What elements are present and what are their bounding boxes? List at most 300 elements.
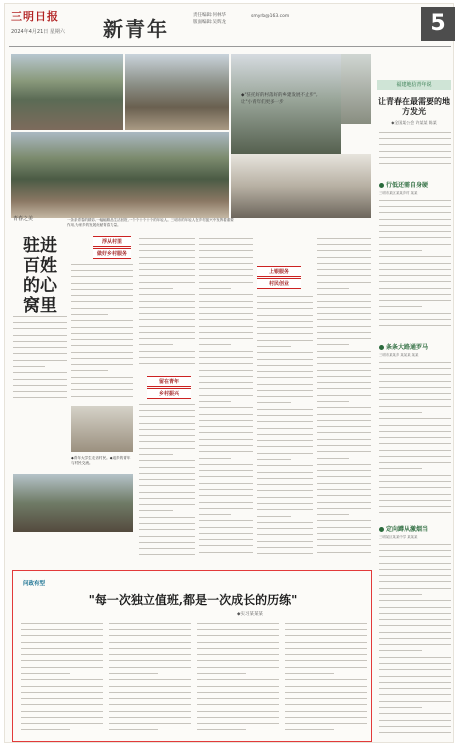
text-line (197, 679, 279, 684)
text-line (199, 432, 253, 437)
text-line (379, 368, 451, 373)
text-line (139, 404, 195, 409)
text-line (21, 692, 103, 697)
text-line (139, 282, 195, 287)
text-line (139, 238, 195, 243)
text-line (13, 391, 67, 396)
text-line (199, 288, 231, 293)
text-line (257, 547, 313, 552)
text-line (199, 351, 253, 356)
text-line (13, 347, 67, 352)
text-line (139, 448, 195, 453)
text-line (379, 418, 451, 423)
text-line (139, 485, 195, 490)
text-line (21, 629, 103, 634)
text-line (257, 352, 313, 357)
text-line (317, 313, 371, 318)
text-line (379, 575, 451, 580)
bullet-icon (379, 527, 384, 532)
text-line (199, 483, 253, 488)
text-line (139, 244, 195, 249)
text-line (379, 300, 451, 305)
text-line (317, 502, 371, 507)
text-line (379, 625, 451, 630)
text-line (285, 629, 367, 634)
text-line (257, 315, 313, 320)
text-line (139, 510, 173, 515)
text-line (317, 307, 371, 312)
text-line (379, 682, 451, 687)
text-line (317, 257, 371, 262)
text-line (257, 409, 313, 414)
text-line (257, 333, 313, 338)
text-line (21, 667, 103, 672)
text-line (139, 250, 195, 255)
text-line (317, 275, 371, 280)
text-line (109, 642, 191, 647)
text-line (257, 365, 313, 370)
text-line (199, 508, 253, 513)
text-line (317, 395, 371, 400)
text-line (257, 478, 313, 483)
photo-caption: 青春之美 (13, 216, 34, 222)
subhead-4: 乡村振兴 (147, 388, 191, 399)
text-line (379, 607, 451, 612)
text-line (257, 396, 313, 401)
text-line (379, 475, 451, 480)
text-line (199, 533, 253, 538)
text-line (139, 529, 195, 534)
text-line (317, 470, 371, 475)
text-line (139, 344, 173, 349)
text-line (317, 382, 371, 387)
article-column-3 (197, 621, 279, 737)
text-line (379, 676, 451, 681)
text-line (285, 729, 334, 734)
text-line (317, 451, 371, 456)
text-line (317, 483, 371, 488)
text-line (109, 711, 191, 716)
text-line (197, 686, 279, 691)
text-line (379, 381, 451, 386)
text-line (139, 332, 195, 337)
text-line (139, 269, 195, 274)
text-line (197, 648, 279, 653)
text-line (71, 283, 133, 288)
text-line (317, 288, 349, 293)
text-line (257, 359, 313, 364)
text-line (379, 319, 451, 324)
text-line (379, 306, 422, 311)
text-line (139, 313, 195, 318)
text-line (257, 459, 291, 464)
text-line (71, 289, 133, 294)
text-line (379, 437, 451, 442)
text-line (199, 294, 253, 299)
text-line (379, 494, 451, 499)
text-line (199, 451, 253, 456)
sidebar-item-title: 定向蹲从激烟当 (379, 524, 451, 533)
text-line (199, 395, 253, 400)
text-line (197, 673, 246, 678)
sidebar-author: ◆全国某公会 许某某 陈某 (391, 120, 437, 125)
text-line (379, 613, 451, 618)
text-line (257, 484, 313, 489)
text-line (257, 428, 313, 433)
text-line (139, 357, 195, 362)
text-line (199, 257, 253, 262)
text-line (139, 473, 195, 478)
village-photo-4 (341, 54, 371, 124)
bullet-icon (379, 345, 384, 350)
text-line (199, 520, 253, 525)
text-line (109, 629, 191, 634)
article-title: "每一次独立值班,都是一次成长的历练" (88, 593, 298, 607)
text-line (379, 594, 422, 599)
text-line (109, 660, 191, 665)
text-line (379, 632, 451, 637)
text-line (199, 407, 253, 412)
text-line (379, 387, 451, 392)
text-line (257, 472, 313, 477)
text-line (199, 552, 253, 557)
text-line (199, 502, 253, 507)
text-line (285, 692, 367, 697)
text-line (199, 269, 253, 274)
text-line (21, 642, 103, 647)
text-line (285, 635, 367, 640)
text-line (257, 308, 313, 313)
text-line (257, 371, 313, 376)
article-column-2 (109, 621, 191, 737)
text-line (139, 523, 195, 528)
text-line (139, 429, 195, 434)
text-line (139, 441, 195, 446)
text-line (379, 462, 451, 467)
text-line (379, 619, 451, 624)
text-line (199, 539, 253, 544)
text-line (21, 679, 103, 684)
text-line (13, 353, 67, 358)
text-line (317, 319, 371, 324)
text-line (21, 711, 103, 716)
text-line (285, 679, 367, 684)
text-line (379, 487, 451, 492)
text-line (379, 481, 451, 486)
text-line (199, 527, 253, 532)
text-line (379, 443, 451, 448)
text-line (317, 414, 371, 419)
text-line (109, 648, 191, 653)
text-line (379, 431, 451, 436)
text-line (199, 238, 253, 243)
text-line (317, 439, 371, 444)
text-line (71, 396, 133, 401)
text-line (257, 296, 313, 301)
inner-photo-1 (71, 406, 133, 452)
text-line (139, 263, 195, 268)
text-line (199, 495, 253, 500)
inner-caption: ◆青年大学生走访村民。◆返乡的青年与村民交流。 (71, 456, 131, 465)
text-line (197, 692, 279, 697)
text-line (317, 514, 349, 519)
text-line (379, 237, 451, 242)
page-number: 5 (421, 7, 455, 41)
text-line (197, 723, 279, 728)
text-line (199, 326, 253, 331)
text-line (71, 333, 133, 338)
text-line (199, 244, 253, 249)
text-line (71, 352, 133, 357)
text-line (139, 319, 195, 324)
text-line (199, 445, 253, 450)
text-line (21, 673, 70, 678)
text-line (199, 476, 253, 481)
text-line (139, 479, 195, 484)
text-line (317, 401, 349, 406)
text-line (379, 157, 451, 162)
text-line (139, 504, 195, 509)
text-line (109, 623, 191, 628)
text-line (285, 648, 367, 653)
text-line (71, 308, 133, 313)
text-line (285, 717, 367, 722)
text-line (109, 686, 191, 691)
text-line (379, 701, 451, 706)
sidebar-text-2 (379, 360, 451, 518)
text-line (257, 503, 313, 508)
text-line (139, 257, 195, 262)
text-line (139, 294, 195, 299)
text-line (317, 344, 349, 349)
text-line (199, 470, 253, 475)
issue-date: 2024年4月21日 星期六 (11, 29, 65, 35)
sidebar-title: 让青春在最需要的地方发光 (378, 96, 450, 116)
text-line (71, 370, 108, 375)
text-line (317, 294, 371, 299)
text-line (317, 407, 371, 412)
text-line (109, 635, 191, 640)
body-column-4 (199, 236, 253, 562)
text-line (13, 372, 67, 377)
text-line (199, 307, 253, 312)
text-line (71, 264, 133, 269)
text-line (379, 263, 451, 268)
text-line (285, 667, 367, 672)
text-line (317, 552, 371, 557)
text-line (317, 432, 371, 437)
text-line (379, 450, 451, 455)
text-line (199, 370, 253, 375)
text-line (71, 327, 133, 332)
text-line (285, 660, 367, 665)
text-line (317, 458, 349, 463)
text-line (379, 544, 451, 549)
text-line (257, 440, 313, 445)
text-line (379, 732, 451, 737)
text-line (199, 545, 253, 550)
editors-block (193, 12, 226, 26)
text-line (139, 454, 173, 459)
text-line (199, 414, 253, 419)
text-line (317, 464, 371, 469)
text-line (317, 338, 371, 343)
text-line (199, 319, 253, 324)
text-line (71, 314, 108, 319)
text-line (13, 397, 67, 402)
text-line (379, 288, 451, 293)
text-line (317, 520, 371, 525)
text-line (139, 288, 173, 293)
text-line (379, 281, 451, 286)
text-line (257, 497, 313, 502)
text-line (285, 673, 334, 678)
text-line (379, 412, 422, 417)
text-line (257, 553, 313, 558)
text-line (379, 550, 451, 555)
text-line (257, 453, 313, 458)
text-line (379, 726, 451, 731)
text-line (197, 654, 279, 659)
text-line (379, 707, 422, 712)
text-line (379, 588, 451, 593)
text-line (139, 548, 195, 553)
text-line (379, 713, 451, 718)
text-line (71, 389, 133, 394)
text-line (257, 516, 291, 521)
text-line (21, 717, 103, 722)
text-line (21, 635, 103, 640)
text-line (285, 686, 367, 691)
text-line (379, 581, 451, 586)
text-line (257, 377, 313, 382)
text-line (199, 376, 253, 381)
text-line (199, 458, 231, 463)
village-photo-1 (11, 54, 123, 130)
featured-article-box (12, 570, 372, 742)
text-line (109, 704, 191, 709)
text-line (257, 402, 291, 407)
text-line (379, 669, 451, 674)
text-line (21, 648, 103, 653)
text-line (379, 151, 451, 156)
text-line (379, 694, 451, 699)
masthead-rule (9, 46, 451, 47)
text-line (257, 434, 313, 439)
text-line (379, 325, 451, 330)
text-line (317, 238, 371, 243)
text-line (285, 698, 367, 703)
body-column-0 (13, 314, 67, 404)
text-line (199, 401, 231, 406)
sidebar-item-sub: 三明某区某某中学 某某某 (379, 535, 418, 539)
text-line (317, 388, 371, 393)
sidebar-text-3 (379, 542, 451, 738)
text-line (379, 250, 422, 255)
text-line (317, 250, 371, 255)
text-line (71, 383, 133, 388)
masthead (5, 4, 455, 48)
text-line (285, 642, 367, 647)
text-line (199, 250, 253, 255)
article-column-4 (285, 621, 367, 737)
text-line (21, 698, 103, 703)
text-line (257, 327, 313, 332)
text-line (139, 542, 195, 547)
subhead-1: 浮从村里 (93, 236, 131, 247)
text-line (257, 346, 291, 351)
text-line (21, 723, 103, 728)
contact-email: smyrb@163.com (251, 14, 290, 19)
text-line (379, 688, 451, 693)
text-line (71, 345, 133, 350)
text-line (317, 495, 371, 500)
text-line (71, 364, 133, 369)
body-column-5 (257, 294, 313, 562)
text-line (379, 556, 451, 561)
text-line (13, 316, 67, 321)
text-line (71, 295, 133, 300)
text-line (71, 301, 133, 306)
text-line (109, 692, 191, 697)
text-line (21, 704, 103, 709)
text-line (257, 421, 313, 426)
text-line (257, 465, 313, 470)
text-line (257, 541, 313, 546)
newspaper-logo: 三明日报 (11, 10, 59, 23)
sidebar-item-title: 条条大路通罗马 (379, 342, 451, 351)
text-line (109, 673, 158, 678)
text-line (199, 363, 253, 368)
text-line (257, 534, 313, 539)
text-line (139, 351, 195, 356)
text-line (379, 650, 422, 655)
sidebar-tag: 福建地信青年说 (377, 80, 451, 90)
text-line (71, 270, 133, 275)
text-line (257, 384, 313, 389)
text-line (13, 328, 67, 333)
text-line (379, 256, 451, 261)
text-line (317, 420, 371, 425)
text-line (379, 206, 451, 211)
text-line (139, 517, 195, 522)
text-line (379, 294, 451, 299)
photo-quote: ◆"驻托好的村落好的乡建发展不止步",让"小青年们更多一步 (241, 93, 318, 105)
text-line (317, 445, 371, 450)
text-line (285, 711, 367, 716)
text-line (379, 500, 451, 505)
text-line (199, 338, 253, 343)
text-line (109, 667, 191, 672)
text-line (139, 275, 195, 280)
text-line (317, 263, 371, 268)
text-line (317, 508, 371, 513)
text-line (379, 563, 451, 568)
text-line (285, 704, 367, 709)
text-line (197, 660, 279, 665)
subhead-3: 留在青年 (147, 376, 191, 387)
text-line (257, 415, 313, 420)
text-line (197, 698, 279, 703)
text-line (71, 276, 133, 281)
text-line (379, 468, 422, 473)
text-line (379, 200, 451, 205)
text-line (379, 362, 451, 367)
text-line (379, 657, 451, 662)
text-line (13, 379, 67, 384)
text-line (317, 269, 371, 274)
photo-description: 一条条青春的精彩,一幅幅精品生活回报,一个个十个十个的年轻人。三明市的年轻人在乡村振兴中发挥着重要作用,为家乡的发展贡献青春力量。 (67, 218, 234, 227)
